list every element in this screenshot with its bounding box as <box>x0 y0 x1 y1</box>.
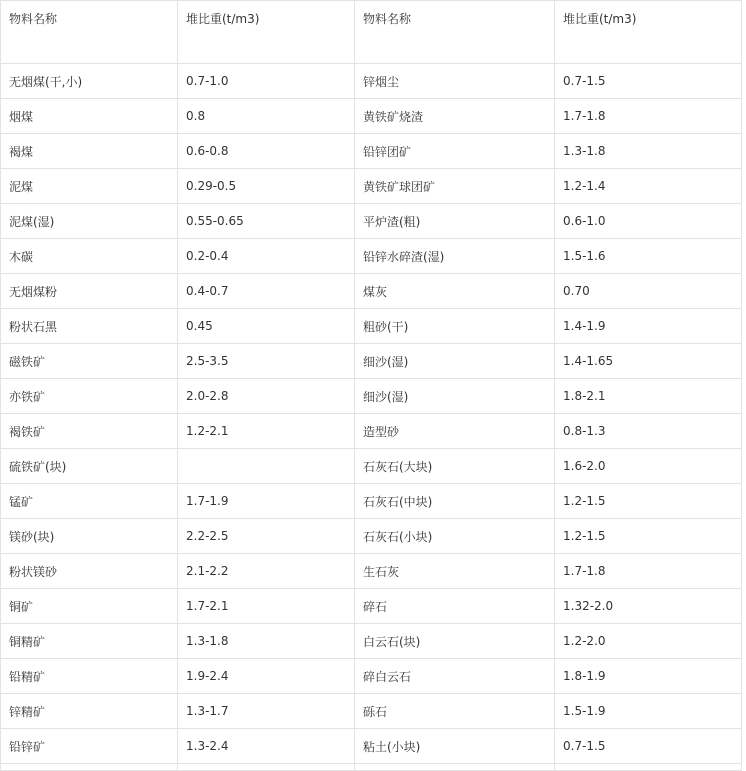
table-row <box>1 554 742 589</box>
table-row <box>1 64 742 99</box>
bulk-density-cell: 1.3-1.8 <box>555 134 742 169</box>
material-name-cell: 褐铁矿 <box>1 414 178 449</box>
bulk-density-cell: 1.7-2.1 <box>178 589 355 624</box>
bulk-density-cell: 1.3-1.8 <box>178 624 355 659</box>
bulk-density-cell: 2.5-3.5 <box>178 344 355 379</box>
table-row <box>1 624 742 659</box>
table-row <box>1 344 742 379</box>
bulk-density-cell: 1.8-2.1 <box>555 379 742 414</box>
material-name-cell: 粘土(小块) <box>355 729 555 764</box>
material-name-cell: 铜矿 <box>1 589 178 624</box>
bulk-density-cell: 1.5-1.9 <box>555 694 742 729</box>
bulk-density-cell: 1.7-1.8 <box>555 554 742 589</box>
bulk-density-cell: 0.7-1.5 <box>555 64 742 99</box>
bulk-density-cell: 0.8-1.3 <box>555 414 742 449</box>
table-row <box>1 659 742 694</box>
material-name-cell: 烟煤 <box>1 99 178 134</box>
bulk-density-cell: 2.1-2.2 <box>178 554 355 589</box>
material-name-cell: 镁砂(块) <box>1 519 178 554</box>
bulk-density-cell: 0.7-1.0 <box>178 64 355 99</box>
bulk-density-cell: 1.2-1.5 <box>555 484 742 519</box>
material-name-cell: 铅锌团矿 <box>355 134 555 169</box>
bulk-density-cell: 0.2-0.4 <box>178 239 355 274</box>
table-header-row <box>1 1 742 64</box>
bulk-density-cell: 1.2-1.4 <box>555 169 742 204</box>
bulk-density-cell: 0.7-1.5 <box>555 729 742 764</box>
table-row <box>1 484 742 519</box>
material-name-cell: 磁铁矿 <box>1 344 178 379</box>
table-row <box>1 414 742 449</box>
material-name-cell: 碎石 <box>355 589 555 624</box>
bulk-density-cell: 1.9-2.4 <box>178 659 355 694</box>
bulk-density-cell: 0.29-0.5 <box>178 169 355 204</box>
material-name-cell: 粉状石黑 <box>1 309 178 344</box>
material-name-cell: 白云石(块) <box>355 624 555 659</box>
material-name-cell: 砾石 <box>355 694 555 729</box>
bulk-density-cell: 1.4-1.9 <box>555 309 742 344</box>
bulk-density-cell: 0.4-0.7 <box>178 274 355 309</box>
material-name-cell: 石灰石(中块) <box>355 484 555 519</box>
table-row-cutoff <box>1 764 742 771</box>
material-name-cell: 石灰石(小块) <box>355 519 555 554</box>
material-name-cell: 粉状镁砂 <box>1 554 178 589</box>
bulk-density-cell <box>178 449 355 484</box>
material-name-cell: 造型砂 <box>355 414 555 449</box>
table-row <box>1 694 742 729</box>
bulk-density-cell: 1.4-1.65 <box>555 344 742 379</box>
table-row <box>1 204 742 239</box>
table-row <box>1 729 742 764</box>
material-name-cell: 铅精矿 <box>1 659 178 694</box>
bulk-density-cell: 1.2-1.5 <box>555 519 742 554</box>
material-name-cell: 平炉渣(粗) <box>355 204 555 239</box>
header-bulk-density: 堆比重(t/m3) <box>178 1 355 64</box>
header-material-name: 物料名称 <box>355 1 555 64</box>
table-row <box>1 274 742 309</box>
bulk-density-cell: 1.8-1.9 <box>555 659 742 694</box>
table-row <box>1 589 742 624</box>
header-material-name: 物料名称 <box>1 1 178 64</box>
table-row <box>1 449 742 484</box>
material-name-cell: 泥煤(湿) <box>1 204 178 239</box>
material-name-cell: 铅锌水碎渣(湿) <box>355 239 555 274</box>
table-row <box>1 169 742 204</box>
material-name-cell: 黄铁矿烧渣 <box>355 99 555 134</box>
bulk-density-cell: 1.32-2.0 <box>555 589 742 624</box>
material-name-cell: 木碳 <box>1 239 178 274</box>
bulk-density-cell: 1.2-2.1 <box>178 414 355 449</box>
table-row <box>1 134 742 169</box>
material-name-cell: 煤灰 <box>355 274 555 309</box>
bulk-density-cell: 0.45 <box>178 309 355 344</box>
material-name-cell: 锌烟尘 <box>355 64 555 99</box>
table-row <box>1 239 742 274</box>
bulk-density-cell: 1.3-1.7 <box>178 694 355 729</box>
bulk-density-cell: 0.70 <box>555 274 742 309</box>
material-name-cell: 硫铁矿(块) <box>1 449 178 484</box>
material-name-cell: 粗砂(干) <box>355 309 555 344</box>
material-name-cell: 褐煤 <box>1 134 178 169</box>
material-name-cell: 无烟煤(干,小) <box>1 64 178 99</box>
material-name-cell: 生石灰 <box>355 554 555 589</box>
material-name-cell: 锰矿 <box>1 484 178 519</box>
material-name-cell: 黄铁矿球团矿 <box>355 169 555 204</box>
material-name-cell: 亦铁矿 <box>1 379 178 414</box>
bulk-density-cell: 0.55-0.65 <box>178 204 355 239</box>
bulk-density-cell: 0.6-0.8 <box>178 134 355 169</box>
material-name-cell: 无烟煤粉 <box>1 274 178 309</box>
bulk-density-cell: 1.6-2.0 <box>555 449 742 484</box>
table-row <box>1 519 742 554</box>
bulk-density-cell: 1.7-1.8 <box>555 99 742 134</box>
material-name-cell: 泥煤 <box>1 169 178 204</box>
material-name-cell: 铅锌矿 <box>1 729 178 764</box>
table-row <box>1 309 742 344</box>
table-row <box>1 99 742 134</box>
bulk-density-cell: 2.0-2.8 <box>178 379 355 414</box>
bulk-density-cell: 2.2-2.5 <box>178 519 355 554</box>
bulk-density-cell: 1.3-2.4 <box>178 729 355 764</box>
material-name-cell: 细沙(湿) <box>355 379 555 414</box>
material-name-cell: 石灰石(大块) <box>355 449 555 484</box>
table-row <box>1 379 742 414</box>
material-name-cell: 碎白云石 <box>355 659 555 694</box>
bulk-density-cell: 0.8 <box>178 99 355 134</box>
bulk-density-cell: 1.5-1.6 <box>555 239 742 274</box>
material-name-cell: 锌精矿 <box>1 694 178 729</box>
material-name-cell: 铜精矿 <box>1 624 178 659</box>
bulk-density-cell: 0.6-1.0 <box>555 204 742 239</box>
bulk-density-cell: 1.7-1.9 <box>178 484 355 519</box>
header-bulk-density: 堆比重(t/m3) <box>555 1 742 64</box>
material-name-cell: 细沙(湿) <box>355 344 555 379</box>
bulk-density-cell: 1.2-2.0 <box>555 624 742 659</box>
